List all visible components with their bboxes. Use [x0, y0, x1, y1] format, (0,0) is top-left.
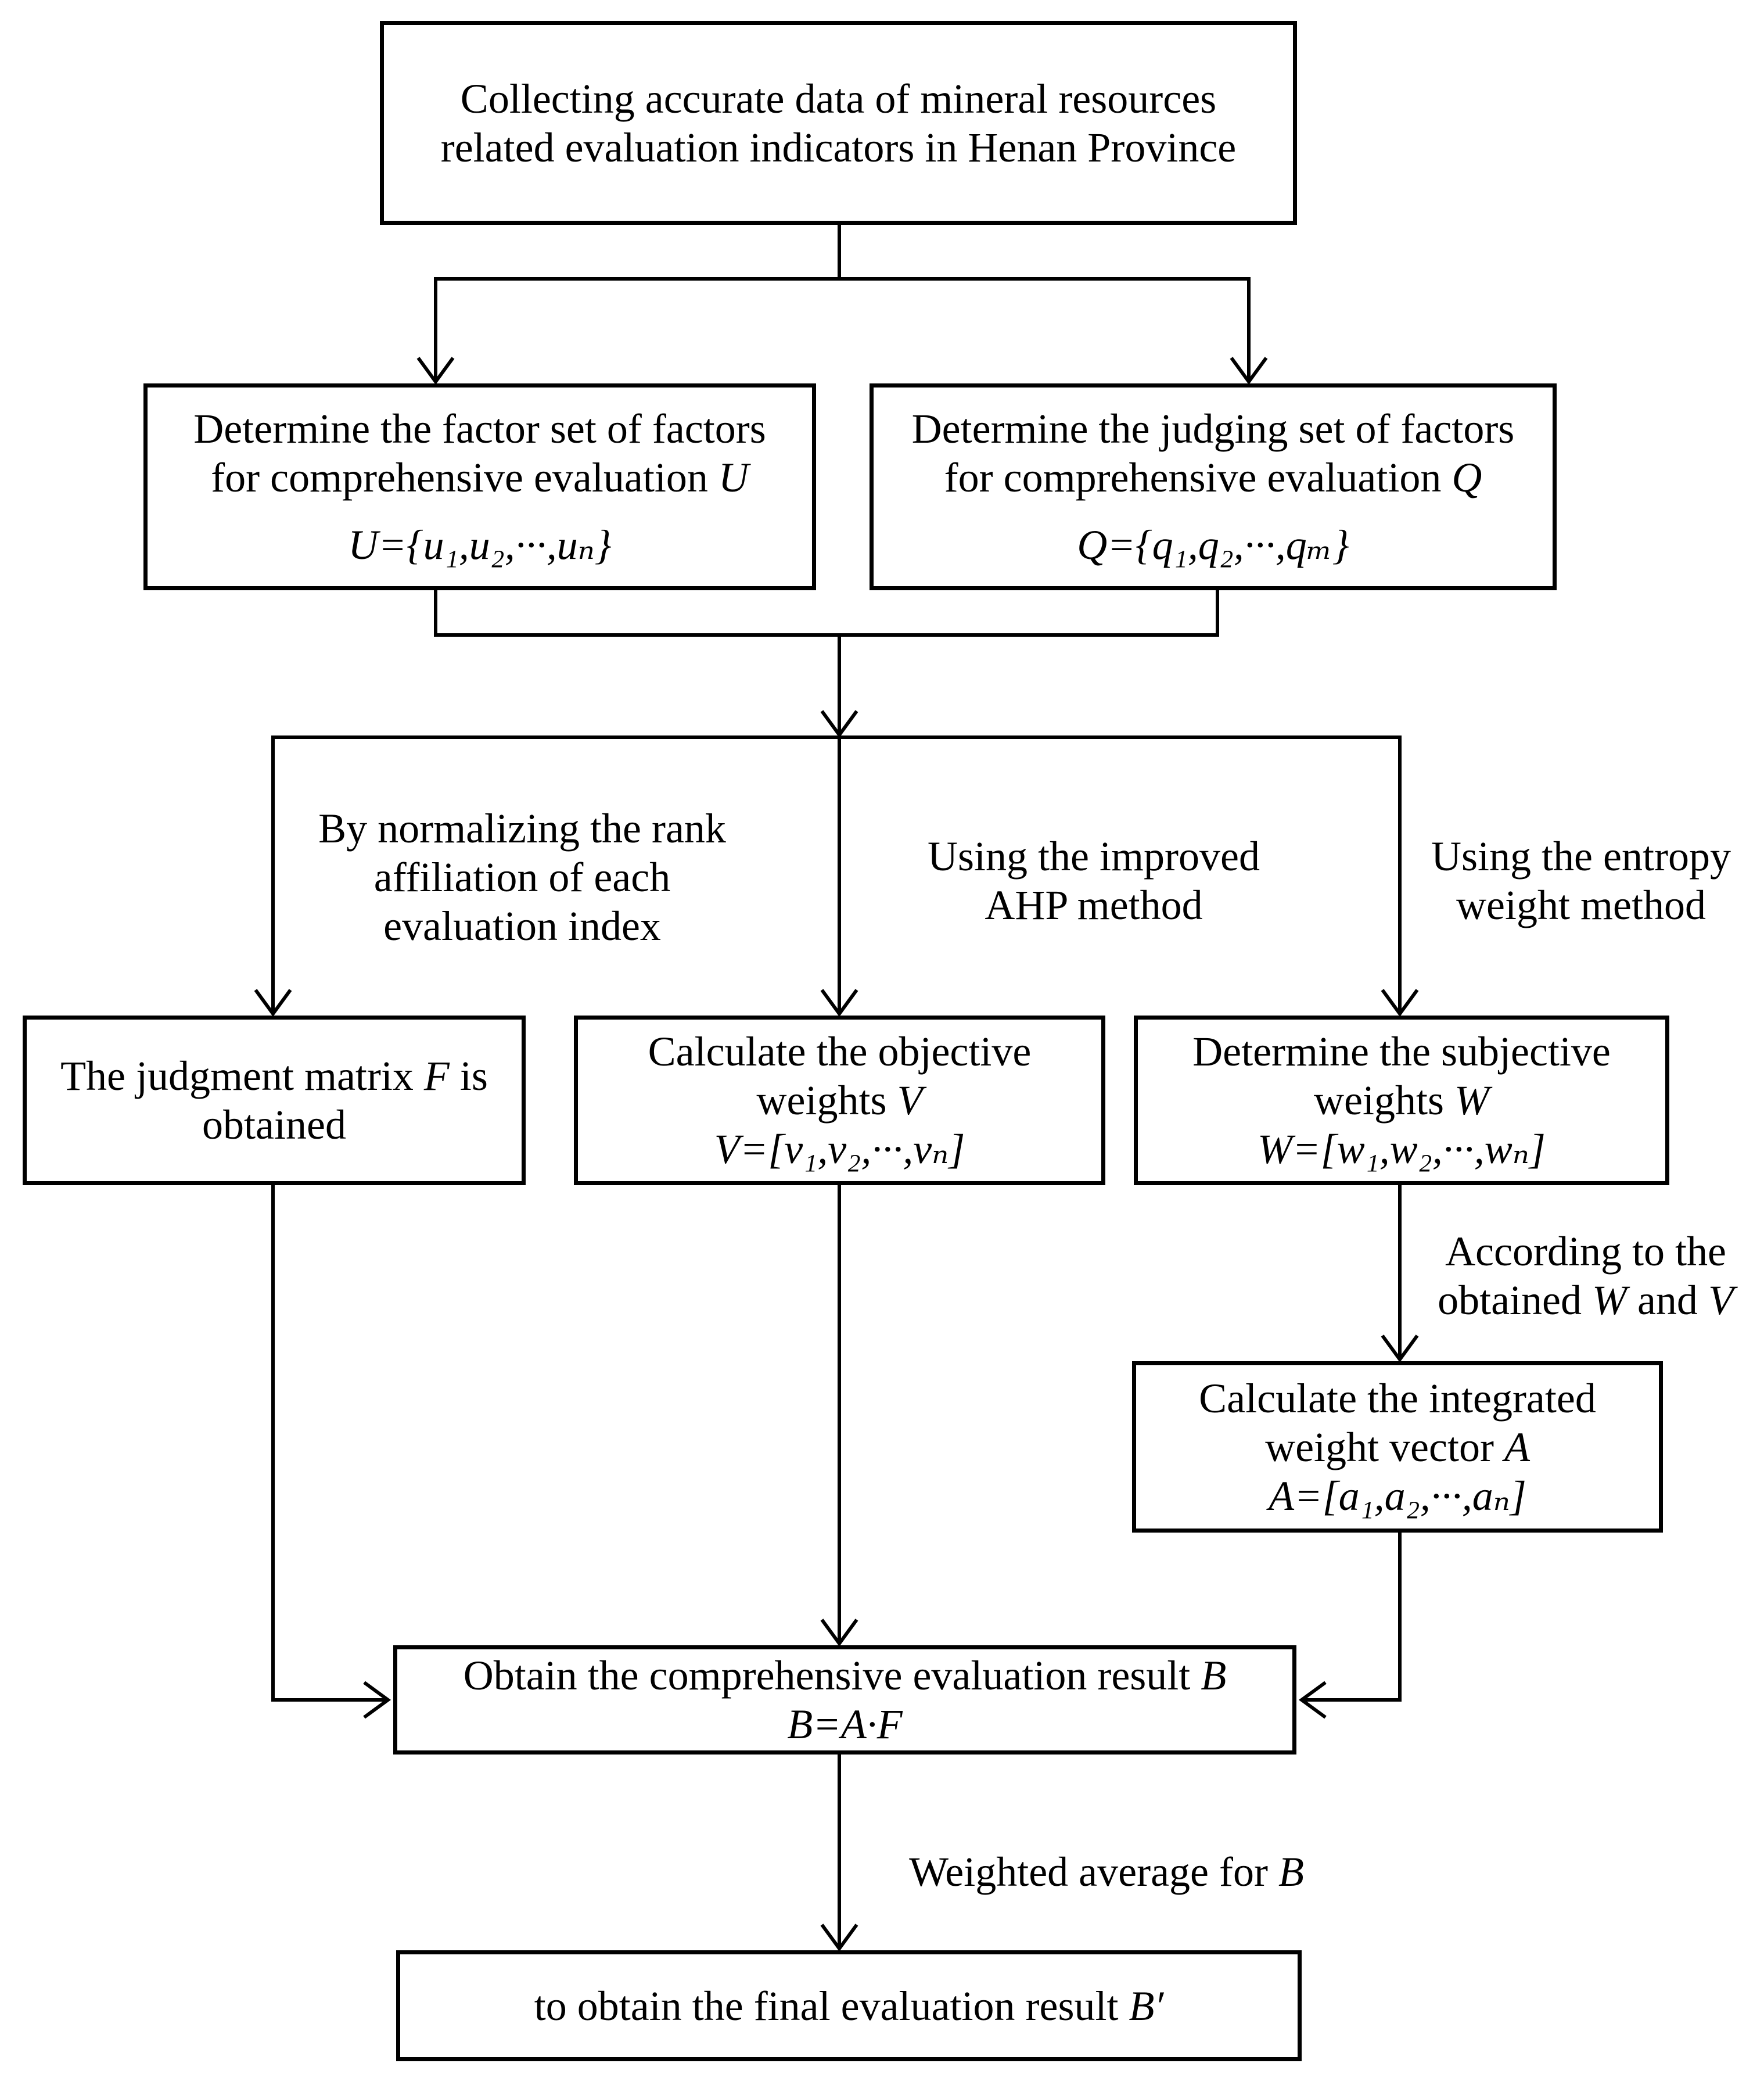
label-line: AHP method — [985, 882, 1203, 928]
label-line: evaluation index — [383, 903, 661, 949]
label-line: According to the — [1445, 1228, 1726, 1275]
node-subjective-weights-w — [1134, 1016, 1669, 1185]
node-evaluation-result-b — [393, 1645, 1296, 1755]
text-line: to obtain the final evaluation result B′ — [534, 1982, 1164, 2029]
text-line: for comprehensive evaluation Q — [944, 454, 1482, 501]
node-factor-set-u — [143, 383, 816, 590]
text-line: weights V — [756, 1077, 923, 1124]
node-final-result-b-prime — [396, 1950, 1302, 2061]
text-line: Collecting accurate data of mineral resources — [460, 75, 1217, 122]
node-collect-data — [380, 21, 1297, 225]
text-line: The judgment matrix F is — [60, 1053, 488, 1099]
label-weighted-average — [896, 1847, 1317, 1896]
label-line: weight method — [1456, 882, 1706, 928]
text-line: Determine the factor set of factors — [193, 406, 766, 452]
connector-f-to-result — [273, 1185, 386, 1700]
label-line: Using the improved — [928, 833, 1260, 880]
label-line: By normalizing the rank — [318, 805, 726, 852]
formula: V=[v₁,v₂,···,vₙ] — [714, 1126, 965, 1172]
label-improved-ahp — [861, 832, 1326, 930]
text-line: Calculate the objective — [648, 1028, 1032, 1075]
formula: U={u₁,u₂,···,uₙ} — [348, 522, 612, 568]
connector-collect-to-split — [434, 223, 1251, 380]
text-line: weight vector A — [1265, 1423, 1530, 1470]
text-line: weights W — [1314, 1077, 1489, 1124]
text-line: Determine the subjective — [1192, 1028, 1611, 1075]
connector-merge-from-sets — [434, 590, 1219, 734]
label-line: obtained W and V — [1438, 1277, 1734, 1323]
text-line: related evaluation indicators in Henan Province — [440, 124, 1237, 171]
node-objective-weights-v — [574, 1016, 1105, 1185]
label-line: Weighted average for B — [909, 1849, 1304, 1895]
formula: A=[a₁,a₂,···,aₙ] — [1269, 1472, 1526, 1519]
formula: B=A·F — [787, 1701, 903, 1748]
label-entropy-weight — [1413, 832, 1749, 930]
text-line: Obtain the comprehensive evaluation result B — [463, 1652, 1227, 1699]
text-line: Calculate the integrated — [1199, 1375, 1596, 1422]
label-normalizing — [261, 804, 784, 950]
node-judgment-matrix-f — [23, 1016, 526, 1185]
node-integrated-weight-a — [1132, 1361, 1663, 1533]
label-line: affiliation of each — [373, 854, 671, 900]
label-according-w-v — [1417, 1227, 1754, 1325]
text-line: Determine the judging set of factors — [911, 406, 1515, 452]
text-line: for comprehensive evaluation U — [211, 454, 749, 501]
text-line: obtained — [202, 1102, 346, 1148]
formula: W=[w₁,w₂,···,wₙ] — [1258, 1126, 1546, 1172]
connector-a-to-result — [1303, 1533, 1400, 1700]
label-line: Using the entropy — [1431, 833, 1731, 880]
formula: Q={q₁,q₂,···,qₘ} — [1077, 522, 1349, 568]
node-judging-set-q — [870, 383, 1557, 590]
